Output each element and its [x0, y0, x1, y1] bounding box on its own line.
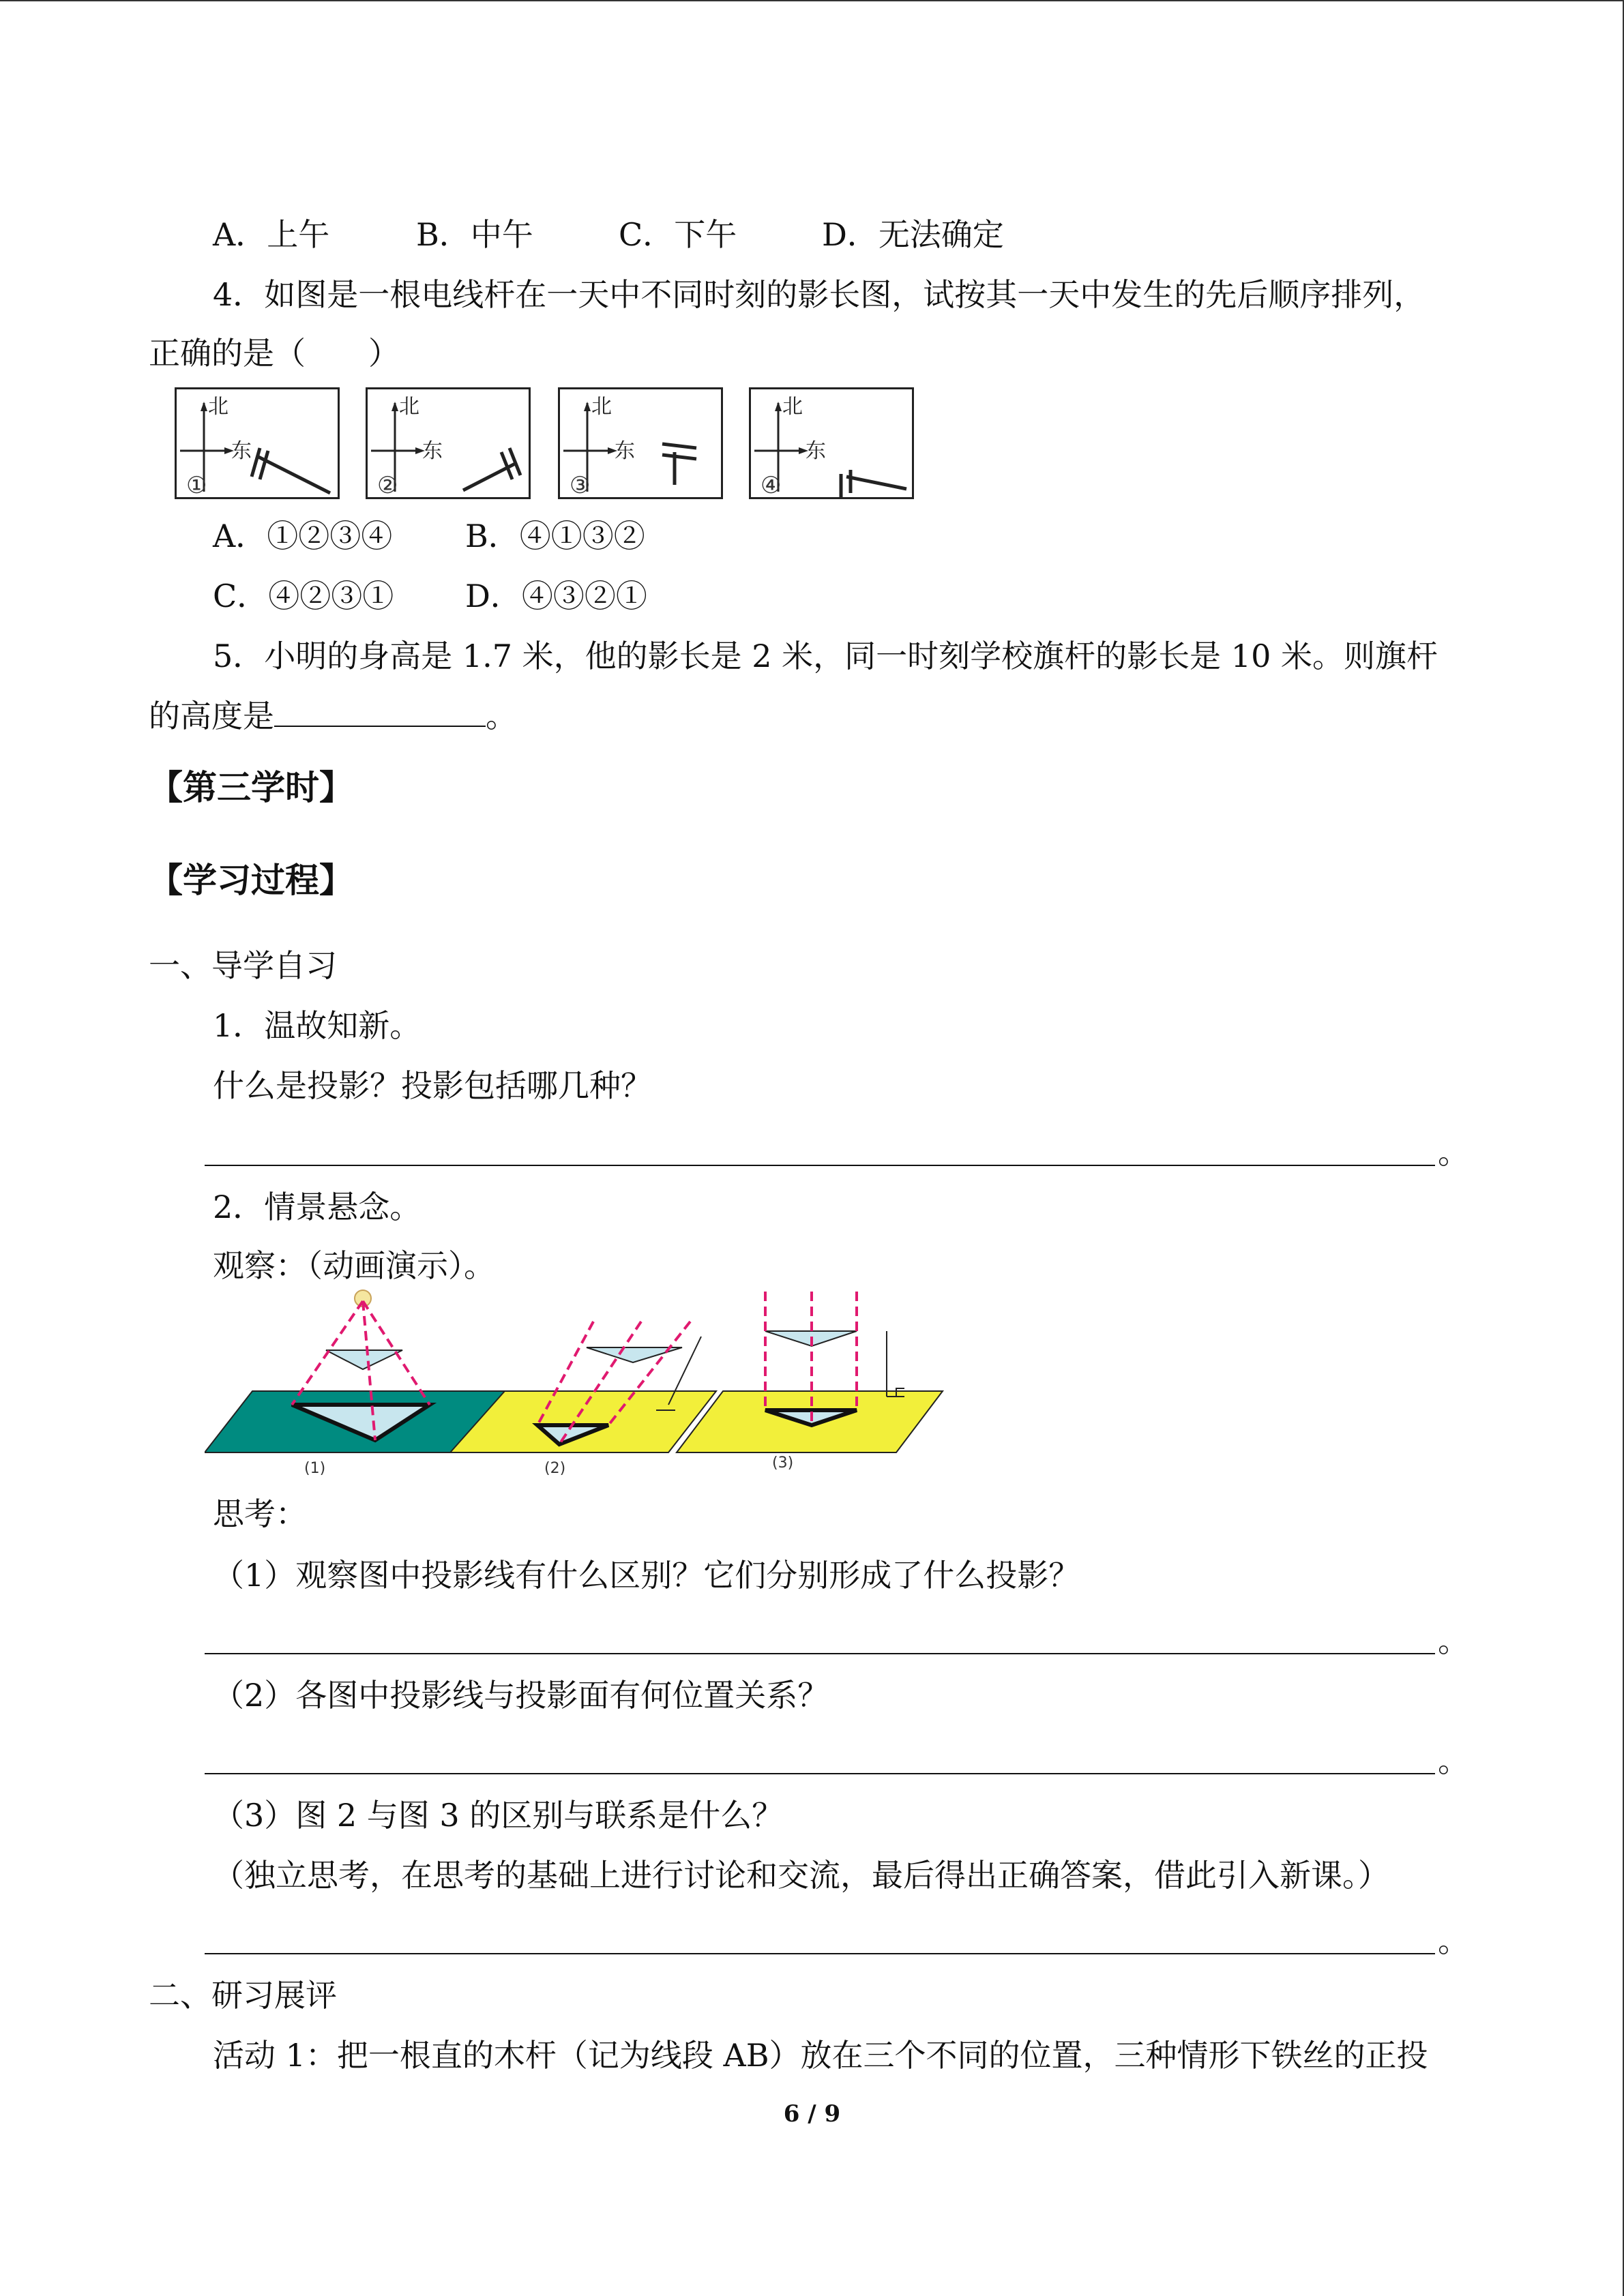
q3-option-d: D．无法确定 — [822, 216, 1004, 253]
q4-stem-line1: 4．如图是一根电线杆在一天中不同时刻的影长图，试按其一天中发生的先后顺序排列， — [213, 276, 1426, 313]
shadow-figure-4-drawing — [751, 389, 916, 501]
discussion-note: （独立思考，在思考的基础上进行讨论和交流，最后得出正确答案，借此引入新课。） — [213, 1857, 1389, 1894]
figure-number-2: ② — [377, 472, 398, 499]
process-heading: 【学习过程】 — [149, 861, 353, 900]
activity1-text: 活动 1：把一根直的木杆（记为线段 AB）放在三个不同的位置，三种情形下铁丝的正投 — [213, 2037, 1428, 2074]
figure-number-4: ④ — [761, 472, 782, 499]
east-label: 东 — [231, 439, 252, 463]
q3-option-c: C．下午 — [619, 216, 737, 253]
north-label: 北 — [782, 395, 803, 419]
item1-question: 什么是投影？投影包括哪几种？ — [213, 1067, 652, 1104]
figure-number-1: ① — [186, 472, 207, 499]
shadow-figure-3 — [558, 387, 723, 499]
q4-option-c: C．④②③① — [213, 578, 394, 614]
section1-title: 一、导学自习 — [149, 947, 337, 984]
q4-option-d: D．④③②① — [465, 578, 647, 614]
q5-stem-line1: 5．小明的身高是 1.7 米，他的影长是 2 米，同一时刻学校旗杆的影长是 10 米。则旗杆 — [213, 638, 1438, 674]
shadow-figure-2 — [366, 387, 531, 499]
q4-option-a: A．①②③④ — [213, 518, 393, 554]
shadow-figure-1 — [175, 387, 340, 499]
projection-label-3: (3) — [772, 1455, 794, 1472]
q4-option-b: B．④①③② — [465, 518, 645, 554]
observe-label: 观察：（动画演示）。 — [213, 1247, 495, 1284]
projection-label-1: (1) — [304, 1460, 326, 1477]
think-question-1: （1）观察图中投影线有什么区别？它们分别形成了什么投影？ — [213, 1557, 1080, 1594]
answer-line-2-period: 。 — [1438, 1622, 1469, 1659]
think-label: 思考： — [213, 1495, 307, 1532]
projection-figure — [205, 1282, 955, 1480]
page-number: 6 / 9 — [783, 2100, 841, 2128]
north-label: 北 — [399, 395, 419, 419]
shadow-figure-2-drawing — [368, 389, 533, 501]
item1-title: 1．温故知新。 — [213, 1007, 422, 1044]
east-label: 东 — [615, 439, 635, 463]
q3-option-a: A．上午 — [213, 216, 330, 253]
answer-line-3-period: 。 — [1438, 1742, 1469, 1779]
east-label: 东 — [806, 439, 826, 463]
answer-line-1[interactable] — [205, 1165, 1435, 1166]
q4-stem-line2: 正确的是（ ） — [149, 335, 400, 372]
answer-line-4[interactable] — [205, 1953, 1435, 1954]
figure-number-3: ③ — [570, 472, 591, 499]
north-label: 北 — [591, 395, 612, 419]
answer-line-1-period: 。 — [1438, 1134, 1469, 1171]
answer-line-4-period: 。 — [1438, 1922, 1469, 1959]
shadow-figure-1-drawing — [177, 389, 342, 501]
think-question-2: （2）各图中投影线与投影面有何位置关系？ — [213, 1677, 829, 1714]
q5-answer-blank[interactable] — [274, 696, 486, 727]
q5-suffix: 。 — [486, 698, 517, 734]
shadow-figure-4 — [749, 387, 914, 499]
lesson-heading: 【第三学时】 — [149, 768, 353, 807]
shadow-figure-3-drawing — [560, 389, 725, 501]
answer-line-2[interactable] — [205, 1653, 1435, 1654]
answer-line-3[interactable] — [205, 1773, 1435, 1774]
q3-option-b: B．中午 — [416, 216, 533, 253]
section2-title: 二、研习展评 — [149, 1977, 337, 2014]
north-label: 北 — [208, 395, 228, 419]
think-question-3: （3）图 2 与图 3 的区别与联系是什么？ — [213, 1797, 784, 1834]
q5-prefix: 的高度是 — [149, 698, 274, 734]
east-label: 东 — [422, 439, 443, 463]
q5-stem-line2 — [149, 696, 517, 736]
projection-label-2: (2) — [544, 1460, 566, 1477]
item2-title: 2．情景悬念。 — [213, 1189, 422, 1225]
